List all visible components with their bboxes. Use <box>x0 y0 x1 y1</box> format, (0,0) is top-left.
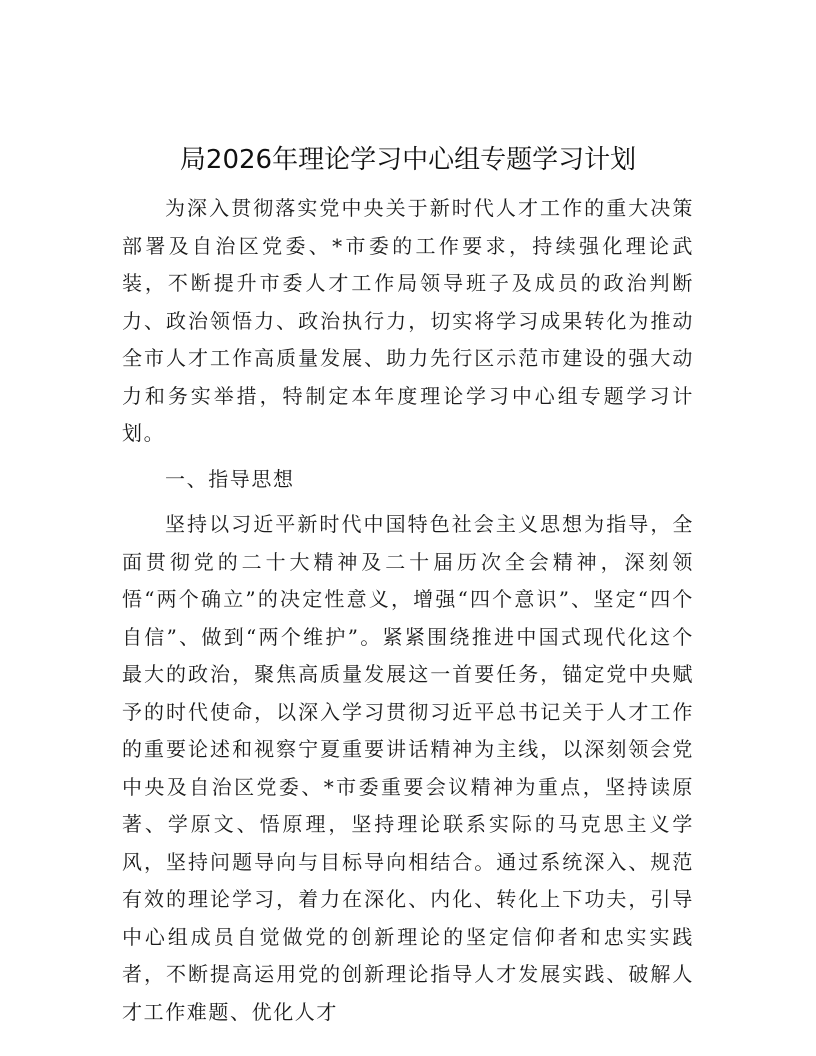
document-title: 局2026年理论学习中心组专题学习计划 <box>179 145 637 175</box>
section-paragraph-guiding-ideology: 坚持以习近平新时代中国特色社会主义思想为指导，全面贯彻党的二十大精神及二十届历次全会精神，深刻领悟“两个确立”的决定性意义，增强“四个意识”、坚定“四个自信”、做到“两个维护”。紧紧围绕推进中国式现代化这个最大的政治，聚焦高质量发展这一首要任务，锚定党中央赋予的时代使命，以深入学习贯彻习近平总书记关于人才工作的重要论述和视察宁夏重要讲话精神为主线，以深刻领会党中央及自治区党委、*市委重要会议精神为重点，坚持读原著、学原文、悟原理，坚持理论联系实际的马克思主义学风，坚持问题导向与目标导向相结合。通过系统深入、规范有效的理论学习，着力在深化、内化、转化上下功夫，引导中心组成员自觉做党的创新理论的坚定信仰者和忠实实践者，不断提高运用党的创新理论指导人才发展实践、破解人才工作难题、优化人才 <box>122 512 694 1024</box>
section-heading-guiding-ideology: 一、指导思想 <box>165 466 295 491</box>
intro-paragraph: 为深入贯彻落实党中央关于新时代人才工作的重大决策部署及自治区党委、*市委的工作要求，持续强化理论武装，不断提升市委人才工作局领导班子及成员的政治判断力、政治领悟力、政治执行力，切实将学习成果转化为推动全市人才工作高质量发展、助力先行区示范市建设的强大动力和务实举措，特制定本年度理论学习中心组专题学习计划。 <box>122 196 694 445</box>
document-body <box>122 190 694 1031</box>
